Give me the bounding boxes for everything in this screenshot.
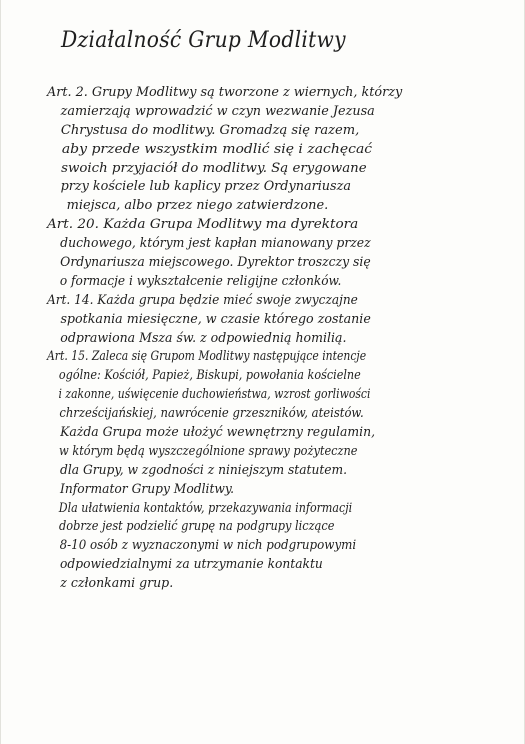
text-line-17: i zakonne, uświęcenie duchowieństwa, wzrost gorliwości — [58, 387, 371, 403]
text-line-13: spotkania miesięczne, w czasie którego zostanie — [60, 311, 371, 327]
text-line-19: Każda Grupa może ułożyć wewnętrzny regulamin, — [60, 425, 376, 441]
text-line-21: dla Grupy, w zgodności z niniejszym statutem. — [60, 462, 348, 478]
text-line-3: Chrystusa do modlitwy. Gromadzą się razem, — [60, 122, 360, 138]
text-line-23: Dla ułatwienia kontaktów, przekazywania informacji — [58, 500, 353, 516]
text-line-20: w którym będą wyszczególnione sprawy pożyteczne — [59, 443, 358, 459]
text-line-16: ogólne: Kościół, Papież, Biskupi, powołania kościelne — [58, 368, 361, 384]
text-line-4: aby przede wszystkim modlić się i zachęcać — [61, 141, 373, 157]
text-line-10: Ordynariusza miejscowego. Dyrektor troszczy się — [60, 255, 371, 271]
text-line-25: 8-10 osób z wyznaczonymi w nich podgrupowymi — [59, 538, 357, 554]
page-title: Działalność Grup Modlitwy — [61, 28, 346, 53]
text-line-6: przy kościele lub kaplicy przez Ordynariusza — [60, 179, 351, 195]
text-line-18: chrześcijańskiej, nawrócenie grzeszników, ateistów. — [59, 406, 364, 422]
text-line-12: Art. 14. Każda grupa będzie mieć swoje zwyczajne — [47, 292, 358, 308]
text-line-22: Informator Grupy Modlitwy. — [60, 481, 235, 497]
text-line-7: miejsca, albo przez niego zatwierdzone. — [66, 198, 329, 214]
text-line-24: dobrze jest podzielić grupę na podgrupy liczące — [59, 519, 335, 535]
text-line-5: swoich przyjaciół do modlitwy. Są erygowane — [61, 160, 367, 176]
text-line-26: odpowiedzialnymi za utrzymanie kontaktu — [60, 557, 323, 573]
text-line-11: o formacje i wykształcenie religijne członków. — [59, 273, 342, 289]
text-line-1: Art. 2. Grupy Modlitwy są tworzone z wiernych, którzy — [47, 85, 403, 100]
text-line-27: z członkami grup. — [60, 576, 174, 592]
text-line-8: Art. 20. Każda Grupa Modlitwy ma dyrektora — [47, 217, 359, 233]
text-line-2: zamierzają wprowadzić w czyn wezwanie Jezusa — [60, 103, 375, 119]
text-line-14: odprawiona Msza św. z odpowiednią homilią. — [60, 330, 347, 346]
document-body — [47, 84, 492, 594]
text-line-9: duchowego, którym jest kapłan mianowany przez — [60, 236, 371, 252]
text-line-15: Art. 15. Zaleca się Grupom Modlitwy następujące intencje — [47, 349, 367, 365]
